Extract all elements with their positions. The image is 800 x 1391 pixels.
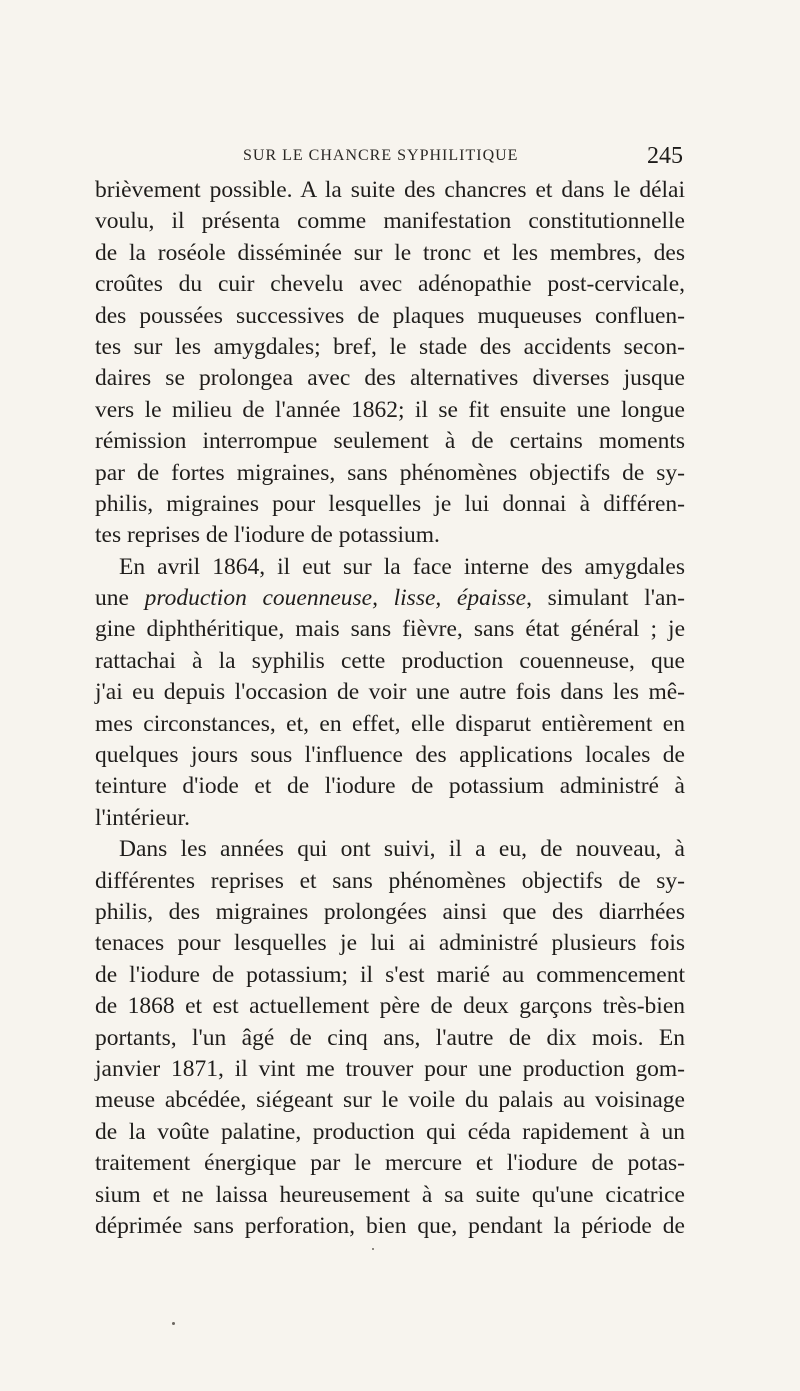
text-line: En avril 1864, il eut sur la face interne des amygdales xyxy=(119,553,685,580)
text-line: janvier 1871, il vint me trouver pour une production gom- xyxy=(95,1055,685,1082)
text-line: différentes reprises et sans phénomènes objectifs de sy- xyxy=(95,867,685,894)
text-line: Dans les années qui ont suivi, il a eu, de nouveau, à xyxy=(119,836,685,863)
text-line: teinture d'iode et de l'iodure de potassium administré à xyxy=(95,773,685,800)
text-line: philis, migraines pour lesquelles je lui donnai à différen- xyxy=(95,490,685,517)
text-line: de la roséole disséminée sur le tronc et les membres, des xyxy=(95,239,685,266)
text-segment: , simulant l'an- xyxy=(526,585,685,612)
text-line: l'intérieur. xyxy=(95,804,190,831)
running-head xyxy=(95,143,685,173)
paper-speck xyxy=(172,1322,175,1325)
text-line: des poussées successives de plaques muqueuses confluen- xyxy=(95,302,685,329)
page-number: 245 xyxy=(647,143,683,169)
text-line: rattachai à la syphilis cette production couenneuse, que xyxy=(95,647,685,674)
text-segment: une xyxy=(95,585,145,612)
text-line: meuse abcédée, siégeant sur le voile du palais au voisinage xyxy=(95,1087,685,1114)
text-line: tes sur les amygdales; bref, le stade des accidents secon- xyxy=(95,333,685,360)
text-line: mes circonstances, et, en effet, elle disparut entièrement en xyxy=(95,710,685,737)
text-line-mixed xyxy=(95,583,685,614)
text-line: gine diphthéritique, mais sans fièvre, sans état général ; je xyxy=(95,616,685,643)
text-line: déprimée sans perforation, bien que, pendant la période de xyxy=(95,1212,685,1239)
running-title: SUR LE CHANCRE SYPHILITIQUE xyxy=(243,147,519,164)
body-text xyxy=(95,175,685,1242)
text-line: j'ai eu depuis l'occasion de voir une autre fois dans les mê- xyxy=(95,679,685,706)
text-line: brièvement possible. A la suite des chancres et dans le délai xyxy=(95,177,685,203)
text-line: traitement énergique par le mercure et l'iodure de potas- xyxy=(95,1150,685,1177)
text-line: par de fortes migraines, sans phénomènes objectifs de sy- xyxy=(95,459,685,486)
text-line: daires se prolongea avec des alternatives diverses jusque xyxy=(95,365,685,392)
text-line: tes reprises de l'iodure de potassium. xyxy=(95,522,440,549)
italic-phrase: production couenneuse, lisse, épaisse xyxy=(144,585,527,612)
text-line: tenaces pour lesquelles je lui ai administré plusieurs fois xyxy=(95,930,685,957)
text-line: de la voûte palatine, production qui céda rapidement à un xyxy=(95,1118,685,1145)
text-line: croûtes du cuir chevelu avec adénopathie post-cervicale, xyxy=(95,271,685,298)
paper-speck xyxy=(372,1248,374,1250)
text-line: portants, l'un âgé de cinq ans, l'autre de dix mois. En xyxy=(95,1024,685,1051)
text-line: rémission interrompue seulement à de certains moments xyxy=(95,428,685,455)
text-line: quelques jours sous l'influence des applications locales de xyxy=(95,742,685,769)
text-line: voulu, il présenta comme manifestation constitutionnelle xyxy=(95,208,685,235)
text-line: vers le milieu de l'année 1862; il se fit ensuite une longue xyxy=(95,396,685,423)
text-line: philis, des migraines prolongées ainsi que des diarrhées xyxy=(95,898,685,925)
text-line: de l'iodure de potassium; il s'est marié au commencement xyxy=(95,961,685,988)
text-line: de 1868 et est actuellement père de deux garçons très-bien xyxy=(95,993,685,1020)
text-line: sium et ne laissa heureusement à sa suite qu'une cicatrice xyxy=(95,1181,685,1208)
